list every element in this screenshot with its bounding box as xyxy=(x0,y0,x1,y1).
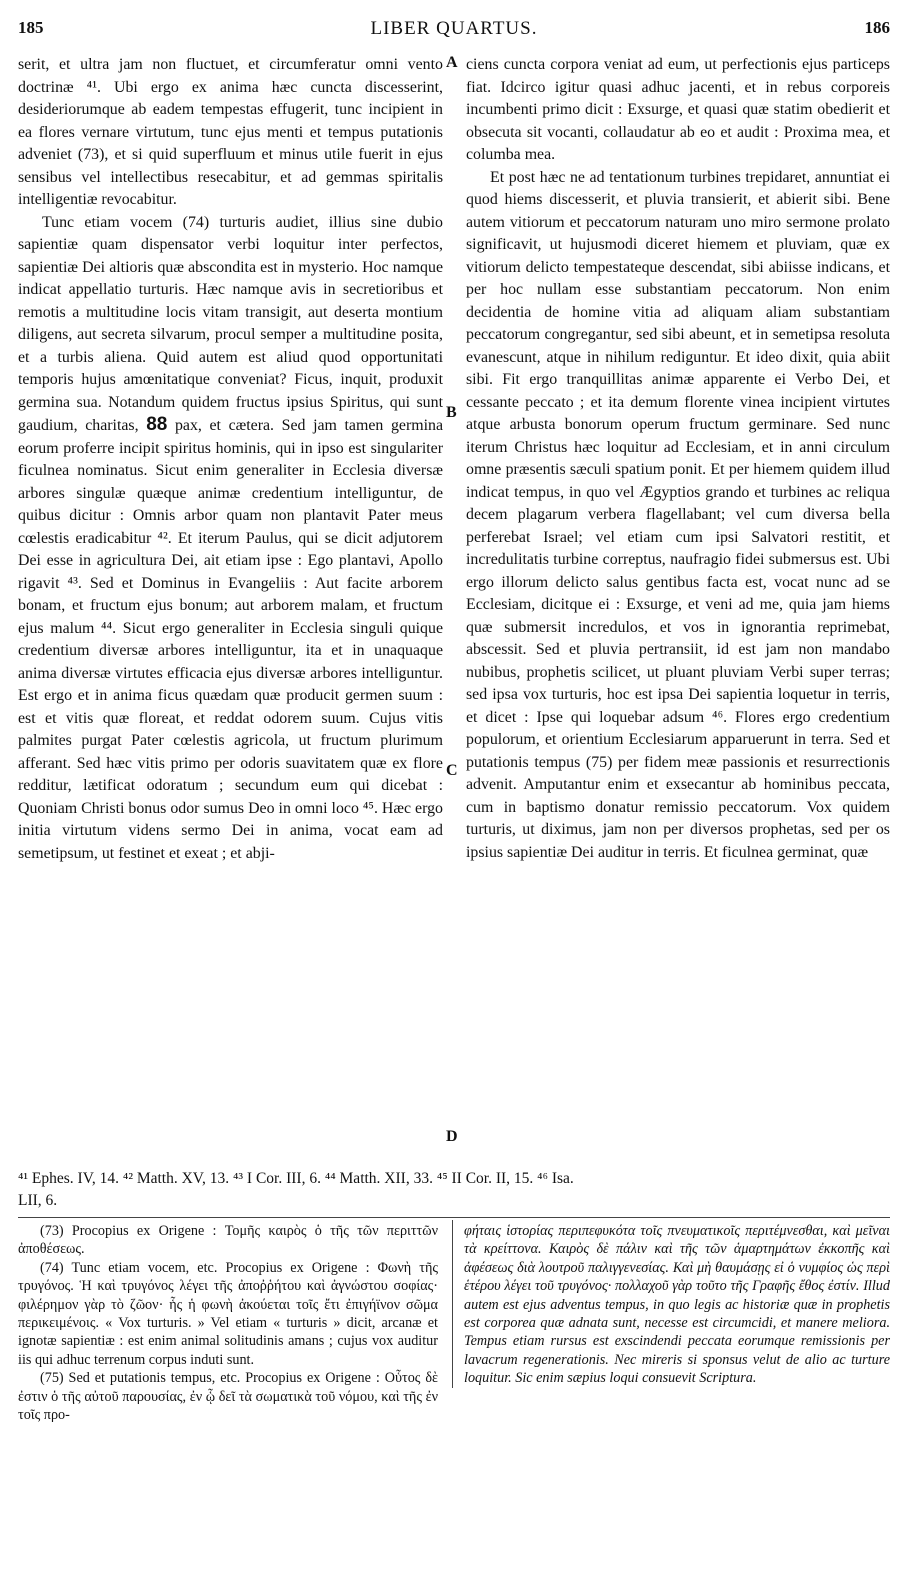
left-paragraph-2-part-a: Tunc etiam vocem (74) turturis audiet, illius sine dubio sapientiæ quam dispensator verbi loquitur inter perfectos, sapientiæ Dei altioris quæ abscondita est in mysterio. Hoc namque indicat appellatio turturis. Hæc namque avis in secretioribus et remotis a multitudine locis vitam transigit, aut deserta montium diligens, aut secreta silvarum, procul semper a multitudine posita, et a turbis aliena. Quid autem est aliud quod opportunitati temporis hujus amœnitatique conveniat? Ficus, inquit, produxit germina sua. Notandum quidem fructus ipsius Spiritus, qui sunt gaudium, charitas, xyxy=(18,213,443,434)
running-title: LIBER QUARTUS. xyxy=(370,18,538,39)
margin-mark-b: B xyxy=(446,404,457,421)
footnote-divider xyxy=(18,1217,890,1218)
footnotes-right-column xyxy=(464,1222,890,1388)
footnote-column-separator xyxy=(452,1220,453,1388)
margin-mark-d: D xyxy=(446,1128,458,1145)
left-paragraph-2-part-b: pax, et cætera. Sed jam tamen germina eorum proferre incipit spiritus hominis, qui in ipso est singulariter ficulnea nominatus. Sicut enim generaliter in Ecclesia diversæ arbores singulæ quæque animæ credentium intelliguntur, de quibus dicitur : Omnis arbor quam non plantavit Pater meus cœlestis eradicabitur ⁴². Et iterum Paulus, qui se dicit adjutorem Dei esse in agricultura Dei, ait etiam ipse : Ego plantavi, Apollo rigavit ⁴³. Sed et Dominus in Evangeliis : Aut facite arborem bonam, et fructum ejus bonum; aut arborem malam, et fructum ejus malum ⁴⁴. Sicut ergo generaliter in Ecclesia singuli quique credentium diversæ arbores intelliguntur, ita et in unaquaque anima diversæ virtutes efficacia ejus diversæ arbores intelliguntur. Est ergo et in anima ficus quædam quæ producit germen suum : est et vitis quæ floreat, et reddat odorem suum. Cujus vitis palmites purgat Pater cœlestis agricola, ut fructum plurimum afferant. Sed hæc vitis primo per odoris suavitatem quæ ex flore redditur, lætificat odoratum ; secundum eum qui dicebat : Quoniam Christi bonus odor sumus Deo in omni loco ⁴⁵. Hæc ergo initia virtutum videns sermo Dei in anima, vocat eam ad semetipsum, ut festinet et exeat ; et abji- xyxy=(18,417,444,862)
right-column xyxy=(466,54,890,864)
footnote-continuation: φήταις ἱστορίας περιπεφυκότα τοῖς πνευματικοῖς περιτέμνεσθαι, καὶ μεῖναι τὰ κρείττονα. Καιρὸς δὲ πάλιν καὶ τῆς τῶν ἁμαρτημάτων ἐκκοπῆς καὶ ἀφέσεως διὰ λουτροῦ παλιγγενεσίας. Καὶ μὴ θαυμάσῃς εἰ ὁ νυμφίος ὡς περὶ ἑτέρου λέγει τοῦ τρυγόνος· πολλαχοῦ γὰρ τοῦτο τῆς Γραφῆς ἔθος ἐστίν. Illud autem est ejus adventus tempus, in quo legis ac historiæ quæ in prophetis est corporea quæ adnata sunt, necesse est circumcidi, et manere meliora. Tempus etiam rursus est exscindendi peccata eorumque remissionis per lavacrum regenerationis. Nec mireris si sponsus velut de alio ac turture loquitur. Sic enim sæpius loqui consuevit Scriptura. xyxy=(464,1223,890,1387)
right-paragraph-2: Et post hæc ne ad tentationum turbines trepidaret, annuntiat ei quod hiems discesserit, et pluvia transierit, et abierit sibi. Bene autem vitiorum et peccatorum naturam uno miro sermone prolato significavit, ut hujusmodi diceret hiemem et pluviam, quæ ex vitiorum delicto tempestateque descendat, sibi abiisse indicans, et per hoc nullam esse substantiam peccatorum. Non enim decidentia de homine vitia ad aliquam aliam substantiam peccatorum congregantur, sed sibi abeunt, et in semetipsa resoluta evanescunt, atque in nihilum rediguntur. Et ideo dixit, quia abiit sibi. Fit ergo tranquillitas animæ apparente ei Verbo Dei, et cessante peccato ; et ita demum florente vinea incipient virtutes atque arbusta bonorum operum fructum germinare. Sed nunc iterum Christus hæc loquitur ad Ecclesiam, et in anni circulum omne præsentis sæculi spatium ponit. Et per hiemem quidem illud indicat tempus, in quo vel Ægyptios grando et turbines ac reliqua decem plagarum verbera flagellabant; vel cum diversa bella perferebat Israel; vel etiam cum ipsi Salvatori restitit, et incredulitatis turbine correptus, naufragio fidei submersus est. Ubi ergo illorum delicto salus gentibus facta est, vocat nunc ad se Ecclesiam, dicitque ei : Exsurge, et veni ad me, quia jam hiems quæ submersit incredulos, et vos in ignorantia reprimebat, abscessit. Sed et pluvia pertransiit, id est jam non mandabo nubibus, prophetis scilicet, ut pluant pluviam Verbi super terras; sed ipsa vox turturis, hoc est ipsa Dei sapientia loquetur in terris, et dicet : Ipse qui loquebar adsum ⁴⁶. Flores ergo credentium populorum, et orientium Ecclesiarum apparuerunt in terra. Sed et putationis tempus (75) per fidem meæ passionis et resurrectionis advenit. Amputantur enim et exsecantur ab hominibus peccata, cum in baptismo donatur remissio peccatorum. Vox quidem turturis, ut diximus, jam non per diversos prophetas, sed per os ipsius sapientiæ Dei auditur in terris. Et ficulnea germinat, quæ xyxy=(466,168,890,861)
page-number-right: 186 xyxy=(864,18,890,37)
margin-mark-a: A xyxy=(446,54,458,71)
footnotes-left-column xyxy=(18,1222,438,1424)
column-number-marker: 88 xyxy=(146,414,168,435)
scripture-references xyxy=(18,1168,890,1212)
left-column xyxy=(18,54,443,865)
scripture-references-line-2: LII, 6. xyxy=(18,1192,58,1209)
page-header xyxy=(18,18,890,44)
left-paragraph-1: serit, et ultra jam non fluctuet, et circumferatur omni vento doctrinæ ⁴¹. Ubi ergo ex anima hæc cuncta discesserint, desideriorumque ab eadem tempestas effugerit, tunc incipient in ea flores vernare virtutum, tunc ejus menti et tempus putationis adveniet (73), et si quid superfluum et minus utile fuerit in ejus sensibus vel intellectibus resecabitur, et ad gemmas spiritalis intelligentiæ revocabitur. xyxy=(18,56,443,208)
left-paragraph-2 xyxy=(18,212,443,866)
scripture-references-line-1: ⁴¹ Ephes. IV, 14. ⁴² Matth. XV, 13. ⁴³ I Cor. III, 6. ⁴⁴ Matth. XII, 33. ⁴⁵ II Cor. II, 15. ⁴⁶ Isa. xyxy=(18,1170,574,1187)
right-paragraph-1: ciens cuncta corpora veniat ad eum, ut perfectionis ejus particeps fiat. Idcirco igitur quasi adhuc jacenti, et in rebus corporeis incumbenti primo dicit : Exsurge, et quasi quæ statim obedierit et obsecuta sit vocanti, collaudatur ab eo et audit : Proxima mea, et columba mea. xyxy=(466,56,890,163)
footnote-75: (75) Sed et putationis tempus, etc. Procopius ex Origene : Οὗτος δὲ ἐστιν ὁ τῆς αὐτοῦ παρουσίας, ἐν ᾧ δεῖ τὰ σωματικὰ τοῦ νόμου, καὶ τῆς ἐν τοῖς προ- xyxy=(18,1370,438,1424)
footnote-74: (74) Tunc etiam vocem, etc. Procopius ex Origene : Φωνὴ τῆς τρυγόνος. Ἡ καὶ τρυγόνος λέγει τῆς ἀποῤῥήτου καὶ ἀγνώστου σοφίας· φιλέρημον γὰρ τὸ ζῶον· ἧς ἡ φωνὴ ἀκούεται τοῖς ἔτι ἐπιγήϊνον σῶμα περικειμένοις. « Vox turturis. » Vel etiam « turturis » dicit, arcanæ et ignotæ sapientiæ : est enim animal solitudinis amans ; cujus vox auditur iis qui adhuc terrenum corpus induti sunt. xyxy=(18,1259,438,1368)
footnote-73: (73) Procopius ex Origene : Τομῆς καιρὸς ὁ τῆς τῶν περιττῶν ἀποθέσεως. xyxy=(18,1223,438,1258)
margin-mark-c: C xyxy=(446,762,458,779)
page-number-left: 185 xyxy=(18,18,44,37)
